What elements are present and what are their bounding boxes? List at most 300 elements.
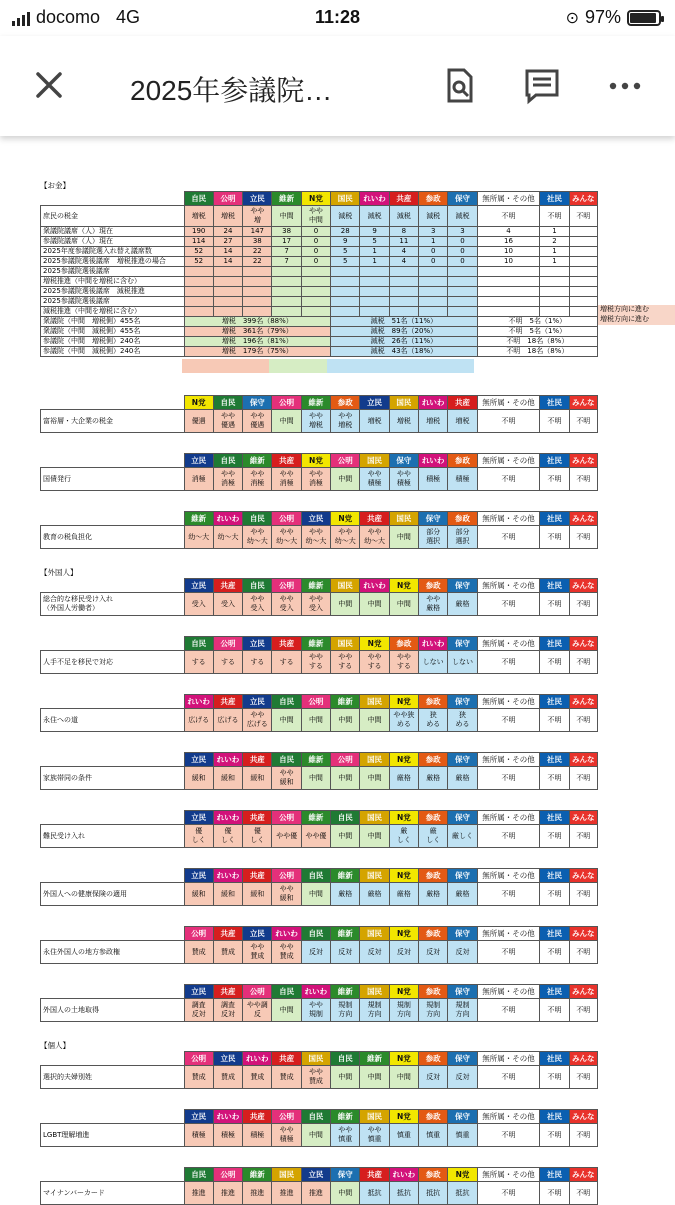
stance-cell: 増税 — [419, 410, 448, 433]
party-header: 無所属・その他 — [477, 985, 540, 999]
stance-cell: する — [213, 651, 242, 674]
party-header: 国民 — [360, 927, 389, 941]
money-cell — [243, 307, 272, 317]
money-cell — [477, 287, 540, 297]
stance-cell: 中間 — [301, 1124, 330, 1147]
party-header: 自民 — [301, 869, 330, 883]
stance-cell: 不明 — [569, 468, 597, 491]
money-cell: やや 増 — [243, 206, 272, 227]
stance-cell: 広げる — [213, 709, 242, 732]
row-label: 減税推進（中間を増税に含む） — [41, 307, 185, 317]
party-header: 参政 — [419, 753, 448, 767]
money-cell — [360, 277, 389, 287]
money-cell — [213, 287, 242, 297]
party-header: 無所属・その他 — [477, 927, 540, 941]
party-header: 保守 — [448, 192, 477, 206]
stance-cell: やや 優遇 — [213, 410, 242, 433]
money-cell: 10 — [477, 257, 540, 267]
money-cell — [331, 297, 360, 307]
stance-cell: 厳格 — [448, 883, 477, 906]
money-cell — [569, 247, 597, 257]
row-label: 2025参議院選後議席 — [41, 297, 185, 307]
stance-cell: 優 しく — [243, 825, 272, 848]
party-header: 自民 — [272, 985, 301, 999]
money-cell: 1 — [540, 257, 569, 267]
spacer — [40, 1147, 675, 1167]
stance-cell: やや する — [331, 651, 360, 674]
party-header: れいわ — [419, 454, 448, 468]
party-header: 保守 — [448, 1110, 477, 1124]
money-cell — [243, 297, 272, 307]
party-header: みんな — [569, 753, 597, 767]
header-spacer — [41, 811, 185, 825]
unknown-total: 不明 18名（8%） — [477, 347, 597, 357]
issue-table — [40, 694, 598, 732]
stance-cell: 不明 — [477, 1182, 540, 1205]
stance-cell: 不明 — [540, 999, 569, 1022]
party-header-row — [41, 1110, 598, 1124]
stance-cell: 不明 — [477, 999, 540, 1022]
issue-row — [41, 825, 598, 848]
unknown-total: 不明 18名（8%） — [477, 337, 597, 347]
header-spacer — [41, 192, 185, 206]
money-cell — [569, 307, 597, 317]
summary-note: 増税方向に進む — [598, 315, 675, 325]
stance-cell: 抵抗 — [448, 1182, 477, 1205]
stance-cell: 推進 — [243, 1182, 272, 1205]
summary-note: 増税方向に進む — [598, 305, 675, 315]
money-cell — [360, 267, 389, 277]
close-icon[interactable] — [26, 62, 72, 108]
party-header-row — [41, 396, 598, 410]
party-header: 無所属・その他 — [477, 695, 540, 709]
party-header: 参政 — [419, 1052, 448, 1066]
party-header: 公明 — [213, 637, 242, 651]
money-cell — [213, 277, 242, 287]
party-header: 自民 — [272, 695, 301, 709]
money-cell: 減税 — [419, 206, 448, 227]
stance-cell: 慎重 — [389, 1124, 418, 1147]
stance-cell: 反対 — [448, 941, 477, 964]
party-header: 保守 — [448, 753, 477, 767]
party-header: N党 — [389, 985, 418, 999]
party-header: れいわ — [213, 512, 242, 526]
spacer — [40, 616, 675, 636]
issue-row — [41, 1124, 598, 1147]
stance-cell: 不明 — [569, 825, 597, 848]
money-cell — [213, 267, 242, 277]
summary-label: 衆議院（中間 減税側）455名 — [41, 327, 185, 337]
party-header: 無所属・その他 — [477, 811, 540, 825]
stance-cell: 緩和 — [213, 883, 242, 906]
money-cell: 10 — [477, 247, 540, 257]
money-cell — [331, 277, 360, 287]
money-row — [41, 206, 598, 227]
money-cell: 3 — [419, 227, 448, 237]
stance-cell: 賛成 — [184, 1066, 213, 1089]
header-spacer — [41, 579, 185, 593]
row-label: 2025参議院選後議席 増税推進の場合 — [41, 257, 185, 267]
party-header-row — [41, 192, 598, 206]
party-header: 自民 — [331, 1052, 360, 1066]
app-bar — [0, 36, 675, 136]
issue-label: 難民受け入れ — [41, 825, 185, 848]
party-header: N党 — [301, 192, 330, 206]
money-cell — [448, 307, 477, 317]
money-cell: 減税 — [389, 206, 418, 227]
party-header: 共産 — [360, 512, 389, 526]
stance-cell: 推進 — [184, 1182, 213, 1205]
money-cell — [360, 287, 389, 297]
party-header: 社民 — [540, 637, 569, 651]
stance-cell: 反対 — [389, 941, 418, 964]
issue-table — [40, 578, 598, 616]
money-cell — [477, 267, 540, 277]
money-cell — [569, 237, 597, 247]
money-cell: 7 — [272, 257, 301, 267]
party-header: 社民 — [540, 1168, 569, 1182]
stance-cell: 抵抗 — [419, 1182, 448, 1205]
money-cell: 5 — [331, 247, 360, 257]
row-label: 衆議院議席（人）現在 — [41, 227, 185, 237]
money-cell: 中間 — [272, 206, 301, 227]
money-cell — [477, 307, 540, 317]
stance-cell: 緩和 — [213, 767, 242, 790]
money-cell: 4 — [389, 257, 418, 267]
stance-cell: 積極 — [419, 468, 448, 491]
money-cell — [389, 287, 418, 297]
issue-label: 永住外国人の地方参政権 — [41, 941, 185, 964]
money-cell: 38 — [272, 227, 301, 237]
stance-cell: 増税 — [360, 410, 389, 433]
party-header-row — [41, 985, 598, 999]
money-cell — [272, 297, 301, 307]
comment-icon[interactable] — [522, 66, 562, 106]
stance-cell: 不明 — [569, 999, 597, 1022]
issue-row — [41, 767, 598, 790]
legend-swatch — [327, 359, 474, 373]
money-cell: 3 — [448, 227, 477, 237]
party-header: 国民 — [360, 753, 389, 767]
party-header: 保守 — [448, 637, 477, 651]
party-header: 公明 — [301, 695, 330, 709]
tax-increase-total: 増税 361名（79%） — [184, 327, 331, 337]
stance-cell: 推進 — [213, 1182, 242, 1205]
stance-cell: 不明 — [569, 767, 597, 790]
money-cell — [389, 307, 418, 317]
stance-cell: 厳格 — [448, 593, 477, 616]
party-header: れいわ — [243, 1052, 272, 1066]
party-header: 国民 — [389, 396, 418, 410]
party-header: みんな — [569, 1110, 597, 1124]
money-cell — [272, 267, 301, 277]
stance-cell: 不明 — [540, 941, 569, 964]
stance-cell: 不明 — [569, 651, 597, 674]
stance-cell: 厳格 — [419, 883, 448, 906]
money-cell — [540, 307, 569, 317]
tax-cut-total: 減税 43名（18%） — [331, 347, 478, 357]
party-header: 立民 — [301, 1168, 330, 1182]
header-spacer — [41, 454, 185, 468]
money-cell: 不明 — [540, 206, 569, 227]
money-cell: 0 — [448, 247, 477, 257]
party-header: N党 — [389, 579, 418, 593]
stance-cell: やや する — [389, 651, 418, 674]
money-cell — [184, 287, 213, 297]
stance-cell: 不明 — [477, 883, 540, 906]
money-cell — [360, 307, 389, 317]
party-header: 公明 — [184, 927, 213, 941]
stance-cell: 不明 — [540, 410, 569, 433]
party-header: N党 — [389, 695, 418, 709]
money-cell: 4 — [389, 247, 418, 257]
money-cell — [569, 277, 597, 287]
spacer — [40, 549, 675, 567]
party-header: 維新 — [331, 695, 360, 709]
stance-cell: 中間 — [331, 825, 360, 848]
money-cell: 0 — [419, 257, 448, 267]
stance-cell: 反対 — [360, 941, 389, 964]
party-header: 立民 — [184, 579, 213, 593]
stance-cell: 不明 — [540, 1066, 569, 1089]
money-cell — [569, 267, 597, 277]
stance-cell: 不明 — [477, 526, 540, 549]
party-header: 無所属・その他 — [477, 1052, 540, 1066]
party-header: 保守 — [448, 811, 477, 825]
party-header: 無所属・その他 — [477, 1110, 540, 1124]
party-header: 社民 — [540, 396, 569, 410]
party-header-row — [41, 1168, 598, 1182]
stance-cell: 中間 — [389, 1066, 418, 1089]
party-header: 社民 — [540, 512, 569, 526]
party-header: 立民 — [213, 1052, 242, 1066]
issue-table — [40, 511, 598, 549]
party-header: 維新 — [331, 985, 360, 999]
stance-cell: 厳格 — [419, 767, 448, 790]
stance-cell: 中間 — [301, 883, 330, 906]
money-cell — [419, 287, 448, 297]
stance-cell: 不明 — [477, 593, 540, 616]
summary-row — [41, 317, 598, 327]
money-cell: 16 — [477, 237, 540, 247]
header-spacer — [41, 396, 185, 410]
money-cell — [243, 267, 272, 277]
stance-cell: やや 賛成 — [301, 1066, 330, 1089]
party-header: 維新 — [360, 1052, 389, 1066]
party-header: 共産 — [243, 1110, 272, 1124]
party-header: 無所属・その他 — [477, 396, 540, 410]
stance-cell: 中間 — [301, 767, 330, 790]
money-cell: 28 — [331, 227, 360, 237]
party-header: 無所属・その他 — [477, 192, 540, 206]
money-cell: 8 — [389, 227, 418, 237]
money-cell: 7 — [272, 247, 301, 257]
stance-cell: 不明 — [540, 883, 569, 906]
issue-table — [40, 1051, 598, 1089]
stance-cell: 抵抗 — [360, 1182, 389, 1205]
battery-icon — [627, 10, 661, 26]
party-header: N党 — [389, 869, 418, 883]
money-cell — [448, 267, 477, 277]
issue-row — [41, 1066, 598, 1089]
money-cell — [448, 297, 477, 307]
stance-cell: 厳格 — [448, 767, 477, 790]
stance-cell: 反対 — [419, 1066, 448, 1089]
party-header: 参政 — [419, 1168, 448, 1182]
issue-row — [41, 941, 598, 964]
row-label: 増税推進（中間を増税に含む） — [41, 277, 185, 287]
issue-row — [41, 709, 598, 732]
party-header: 社民 — [540, 192, 569, 206]
stance-cell: 不明 — [477, 410, 540, 433]
row-label: 2025参議院選後議席 — [41, 267, 185, 277]
money-row — [41, 297, 598, 307]
money-cell — [301, 307, 330, 317]
party-header: みんな — [569, 396, 597, 410]
row-label: 庶民の税金 — [41, 206, 185, 227]
spacer — [40, 906, 675, 926]
stance-cell: 厳 しく — [419, 825, 448, 848]
party-header: 共産 — [213, 927, 242, 941]
party-header: みんな — [569, 811, 597, 825]
money-cell — [419, 267, 448, 277]
party-header: 保守 — [448, 927, 477, 941]
money-cell: 114 — [184, 237, 213, 247]
money-cell — [301, 297, 330, 307]
stance-cell: 調査 反対 — [213, 999, 242, 1022]
document-search-icon[interactable] — [440, 66, 480, 106]
document-title: 2025年参議院… — [130, 75, 333, 106]
party-header: 公明 — [272, 869, 301, 883]
money-cell — [272, 307, 301, 317]
stance-cell: 不明 — [569, 593, 597, 616]
stance-cell: 中間 — [331, 1182, 360, 1205]
issue-table — [40, 926, 598, 964]
party-header: 公明 — [213, 1168, 242, 1182]
party-header: 保守 — [448, 869, 477, 883]
stance-cell: 慎重 — [448, 1124, 477, 1147]
stance-cell: 賛成 — [184, 941, 213, 964]
unknown-total: 不明 5名（1%） — [477, 327, 597, 337]
stance-cell: 受入 — [213, 593, 242, 616]
party-header: 立民 — [243, 637, 272, 651]
stance-cell: しない — [419, 651, 448, 674]
party-header: N党 — [389, 927, 418, 941]
party-header: 保守 — [419, 512, 448, 526]
money-cell — [448, 277, 477, 287]
issue-row — [41, 883, 598, 906]
money-cell — [272, 277, 301, 287]
money-cell — [184, 277, 213, 287]
party-header: れいわ — [213, 753, 242, 767]
money-cell: 2 — [540, 237, 569, 247]
party-header: N党 — [448, 1168, 477, 1182]
money-cell — [477, 277, 540, 287]
issue-label: 教育の税負担化 — [41, 526, 185, 549]
party-header: 無所属・その他 — [477, 579, 540, 593]
stance-cell: やや優 — [301, 825, 330, 848]
party-header: 国民 — [389, 512, 418, 526]
party-header: N党 — [184, 396, 213, 410]
party-header: 公明 — [272, 512, 301, 526]
party-header: 維新 — [243, 1168, 272, 1182]
party-header: 参政 — [389, 637, 418, 651]
party-header: 立民 — [184, 869, 213, 883]
more-options-icon[interactable] — [605, 66, 645, 106]
money-cell — [569, 257, 597, 267]
money-cell — [243, 277, 272, 287]
party-header: 社民 — [540, 927, 569, 941]
issue-label: 外国人の土地取得 — [41, 999, 185, 1022]
stance-cell: 中間 — [360, 593, 389, 616]
money-cell — [419, 297, 448, 307]
money-cell: 0 — [448, 237, 477, 247]
network-label: 4G — [116, 7, 141, 27]
money-cell — [569, 287, 597, 297]
party-header: 国民 — [360, 454, 389, 468]
stance-cell: 緩和 — [243, 883, 272, 906]
tax-increase-total: 増税 196名（81%） — [184, 337, 331, 347]
money-cell — [184, 267, 213, 277]
party-header: みんな — [569, 927, 597, 941]
money-cell — [331, 267, 360, 277]
party-header: 公明 — [213, 192, 242, 206]
section-title: 【外国人】 — [40, 568, 78, 577]
stance-cell: 積極 — [184, 1124, 213, 1147]
stance-cell: 幼〜大 — [184, 526, 213, 549]
carrier-label: docomo — [36, 7, 101, 27]
summary-row — [41, 327, 598, 337]
header-spacer — [41, 985, 185, 999]
status-bar — [0, 0, 675, 36]
party-header: 共産 — [360, 1168, 389, 1182]
party-header: 無所属・その他 — [477, 637, 540, 651]
stance-cell: 不明 — [540, 1182, 569, 1205]
row-label: 2025参議院選後議席 減税推進 — [41, 287, 185, 297]
stance-cell: 中間 — [331, 767, 360, 790]
summary-row — [41, 337, 598, 347]
party-header: 参政 — [419, 811, 448, 825]
stance-cell: 厳格 — [389, 767, 418, 790]
color-legend-strip — [182, 359, 675, 373]
stance-cell: やや 積極 — [272, 1124, 301, 1147]
party-header: れいわ — [360, 579, 389, 593]
party-header: N党 — [389, 1052, 418, 1066]
stance-cell: 不明 — [477, 825, 540, 848]
party-header: 保守 — [331, 1168, 360, 1182]
stance-cell: 不明 — [540, 767, 569, 790]
summary-label: 参議院（中間 増税側）240名 — [41, 337, 185, 347]
issue-row — [41, 410, 598, 433]
stance-cell: 調査 反対 — [184, 999, 213, 1022]
party-header: 維新 — [301, 811, 330, 825]
issue-label: 外国人への健康保険の適用 — [41, 883, 185, 906]
stance-cell: やや する — [360, 651, 389, 674]
money-row — [41, 307, 598, 317]
money-cell: 0 — [301, 247, 330, 257]
stance-cell: やや 緩和 — [272, 767, 301, 790]
party-header: れいわ — [389, 1168, 418, 1182]
issue-table — [40, 453, 598, 491]
stance-cell: 不明 — [540, 593, 569, 616]
party-header: 立民 — [184, 811, 213, 825]
party-header: れいわ — [419, 396, 448, 410]
stance-cell: 不明 — [569, 709, 597, 732]
money-cell — [301, 277, 330, 287]
party-header: みんな — [569, 454, 597, 468]
money-cell: 増税 — [213, 206, 242, 227]
tax-increase-total: 増税 179名（75%） — [184, 347, 331, 357]
